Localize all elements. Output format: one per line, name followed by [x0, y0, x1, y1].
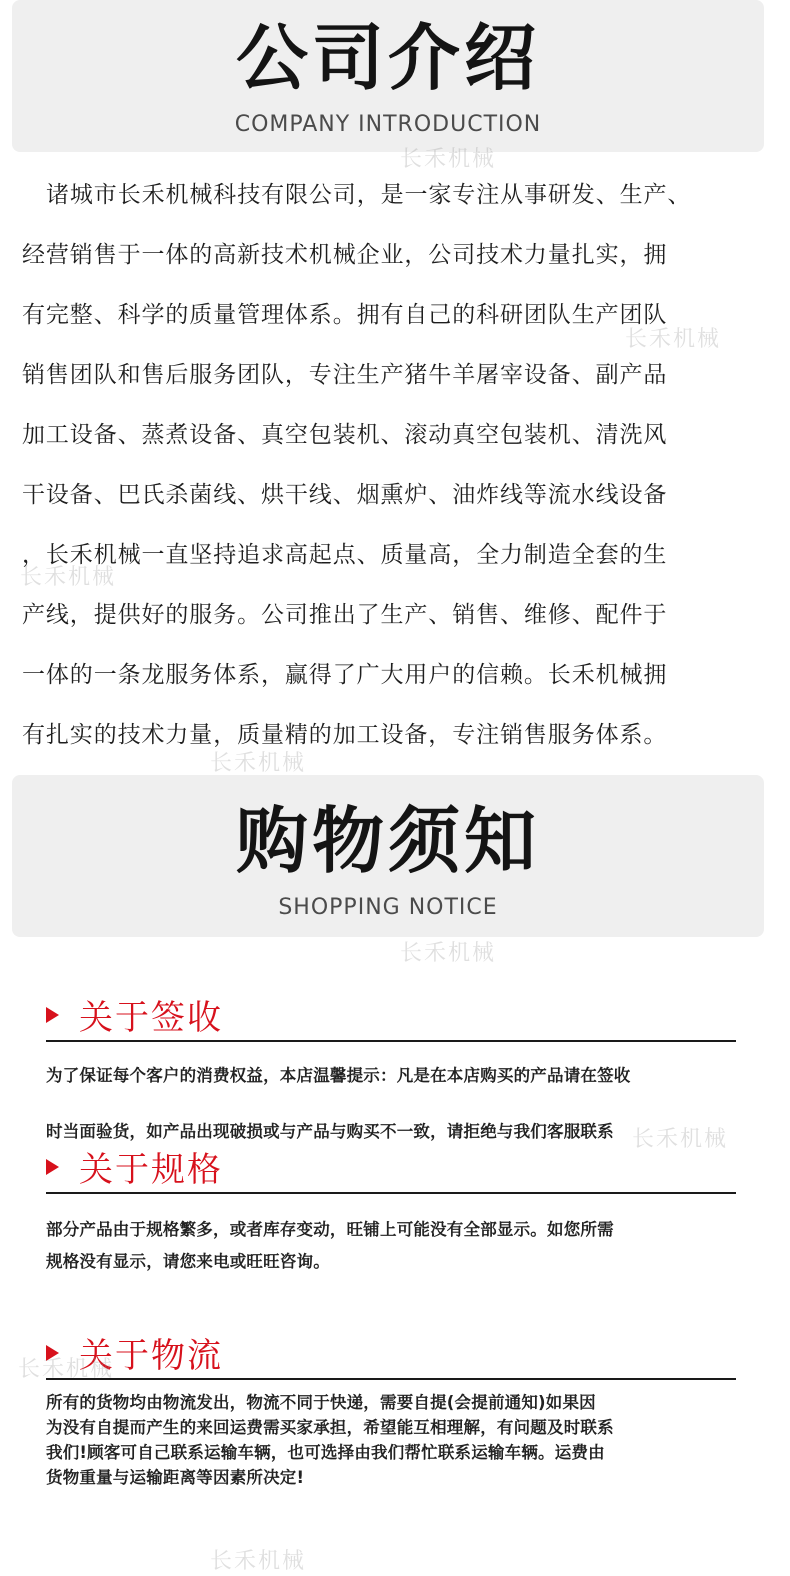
intro-line: 加工设备、蒸煮设备、真空包装机、滚动真空包装机、清洗风 — [22, 422, 668, 448]
notice-heading — [46, 990, 223, 1039]
shopping-notice-subtitle: SHOPPING NOTICE — [278, 895, 498, 920]
triangle-bullet-icon — [46, 1345, 59, 1361]
company-intro-title: 公司介绍 — [235, 16, 540, 100]
notice-heading — [46, 1328, 223, 1377]
watermark: 长禾机械 — [210, 751, 307, 776]
triangle-bullet-icon — [46, 1007, 59, 1023]
watermark: 长禾机械 — [625, 327, 722, 352]
divider — [46, 1378, 736, 1380]
intro-line: 一体的一条龙服务体系，赢得了广大用户的信赖。长禾机械拥 — [22, 662, 668, 688]
notice-heading — [46, 1142, 223, 1191]
shopping-notice-title: 购物须知 — [235, 799, 540, 883]
notice-line: 规格没有显示，请您来电或旺旺咨询。 — [46, 1252, 330, 1271]
watermark: 长禾机械 — [18, 1357, 115, 1382]
notice-line: 为了保证每个客户的消费权益，本店温馨提示：凡是在本店购买的产品请在签收 — [46, 1066, 631, 1085]
notice-line: 为没有自提而产生的来回运费需买家承担，希望能互相理解，有问题及时联系 — [46, 1418, 614, 1437]
notice-body — [46, 1214, 766, 1278]
intro-line: 诸城市长禾机械科技有限公司，是一家专注从事研发、生产、 — [46, 182, 692, 208]
intro-line: ，长禾机械一直坚持追求高起点、质量高，全力制造全套的生 — [22, 542, 668, 568]
company-intro-subtitle: COMPANY INTRODUCTION — [234, 112, 542, 137]
shopping-notice-banner — [12, 775, 764, 937]
notice-title: 关于规格 — [79, 1150, 223, 1190]
watermark: 长禾机械 — [632, 1127, 729, 1152]
divider — [46, 1040, 736, 1042]
notice-title: 关于签收 — [79, 998, 223, 1038]
intro-line: 有完整、科学的质量管理体系。拥有自己的科研团队生产团队 — [22, 302, 668, 328]
watermark: 长禾机械 — [400, 147, 497, 172]
notice-body — [46, 1390, 766, 1490]
intro-line: 产线，提供好的服务。公司推出了生产、销售、维修、配件于 — [22, 602, 668, 628]
watermark: 长禾机械 — [20, 565, 117, 590]
triangle-bullet-icon — [46, 1159, 59, 1175]
company-intro-banner — [12, 0, 764, 152]
intro-line: 销售团队和售后服务团队，专注生产猪牛羊屠宰设备、副产品 — [22, 362, 668, 388]
notice-line: 所有的货物均由物流发出，物流不同于快递，需要自提(会提前通知)如果因 — [46, 1393, 596, 1412]
notice-line: 时当面验货，如产品出现破损或与产品与购买不一致，请拒绝与我们客服联系 — [46, 1122, 614, 1141]
notice-line: 部分产品由于规格繁多，或者库存变动，旺铺上可能没有全部显示。如您所需 — [46, 1220, 614, 1239]
notice-title: 关于物流 — [79, 1336, 223, 1376]
company-intro-text — [22, 176, 772, 836]
divider — [46, 1192, 736, 1194]
intro-line: 经营销售于一体的高新技术机械企业，公司技术力量扎实，拥 — [22, 242, 668, 268]
intro-line: 有扎实的技术力量，质量精的加工设备，专注销售服务体系。 — [22, 722, 668, 748]
notice-line: 我们!顾客可自己联系运输车辆，也可选择由我们帮忙联系运输车辆。运费由 — [46, 1443, 605, 1462]
notice-line: 货物重量与运输距离等因素所决定! — [46, 1468, 305, 1487]
watermark: 长禾机械 — [210, 1549, 307, 1574]
intro-line: 干设备、巴氏杀菌线、烘干线、烟熏炉、油炸线等流水线设备 — [22, 482, 668, 508]
watermark: 长禾机械 — [400, 941, 497, 966]
